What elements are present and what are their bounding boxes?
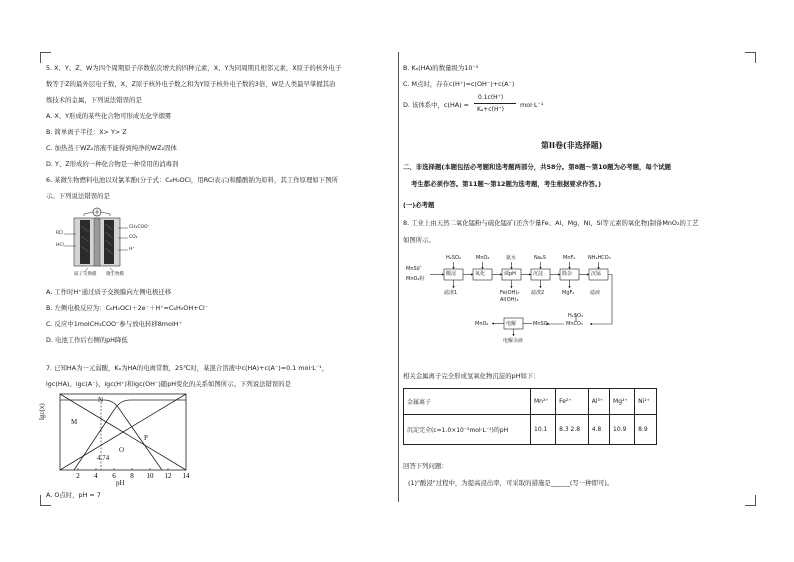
flow-input-mno2: MnO₂粉 [406,276,425,282]
q6-stem-line2: 示。下列说法错误的是 [46,192,110,200]
q7-chart-annotation: 4.74 [97,454,110,462]
flow-residue-filtrate: 滤液 [590,290,601,296]
svg-text:10: 10 [146,472,154,480]
flow-residue-mgf2: MgF₂ [562,290,575,296]
q7-option-d-prefix: D. 该体系中，c(HA) = [403,101,469,109]
table-header-ni: Ni²⁺ [635,389,657,415]
table-row-label: 沉淀完全(c=1.0×10⁻⁵mol·L⁻¹)的pH [404,415,531,445]
q7-option-c: C. M点时，存在c(H⁺)=c(OH⁻)+c(A⁻) [403,80,515,88]
flow-reagent-4: Na₂S [534,255,546,261]
q7-option-d-denominator: Kₐ+c(H⁺) [477,106,504,113]
flow-product-mno2: MnO₂ [475,321,489,327]
q6-option-c: C. 反应中1molCH₃COO⁻参与放电转移8molH⁺ [46,320,182,328]
svg-text:8: 8 [130,472,134,480]
flow-step-acid-leach: 酸浸 [446,271,457,277]
table-cell-mg: 10.9 [610,415,635,445]
q7-option-d-unit: mol·L⁻¹ [520,101,544,109]
q5-option-a: A. X、Y形成的某些化合物可形成光化学烟雾 [46,112,172,120]
flow-mnso4: MnSO₄ [533,321,550,327]
lgc-ph-chart [44,390,194,488]
fig-label-ch3coo: CH₃COO⁻ [129,225,150,230]
flow-reagent-5: MnF₂ [563,255,576,261]
q7-point-n: N [98,396,104,404]
fraction-bar [474,103,516,104]
q7-option-d-numerator: 0.1c(H⁺) [478,94,504,101]
q8-stem-line2: 如图所示。 [403,236,435,244]
q7-stem-line2: lgc(HA)、lgc(A⁻)、lgc(H⁺)和lgc(OH⁻)随pH变化的关系如图所示。下列说法错误的是 [46,380,292,388]
flow-step-oxidation: 氧化 [475,271,486,277]
q5-option-b: B. 简单离子半径：X> Y> Z [46,128,127,136]
svg-text:4: 4 [94,472,98,480]
flow-mnco3: MnCO₃ [566,321,583,327]
flow-step-purify: 除杂 [562,271,573,277]
corner-mark-top-left [40,52,51,63]
q7-chart-xlabel: pH [116,479,125,487]
q8-table-intro: 相关金属离子完全形成氢氧化物沉淀的pH如下： [403,372,540,380]
fig-label-co2: CO₂ [129,235,138,240]
section-title: 第II卷(非选择题) [541,141,603,150]
fig-label-hplus: H⁺ [129,247,135,252]
q7-point-p: P [144,434,148,442]
q7-stem-line1: 7. 已知HA为一元弱酸，Kₐ为HA的电离常数，25℃时，某混合溶液中c(HA)+c(A⁻)=0.1 mol·L⁻¹， [46,364,329,372]
fig-label-hcl: HCl [56,243,64,248]
q6-option-a: A. 工作时H⁺通过质子交换膜向左侧电极迁移 [46,288,172,296]
q5-stem-line3: 炼技术的金属，下列说法错误的是 [46,96,142,104]
flow-residue-aloh3: Al(OH)₃ [500,297,519,303]
q6-option-d: D. 电池工作后右侧的pH降低 [46,336,128,344]
q7-chart-ylabel: lgc(x) [38,403,46,420]
table-header-mn: Mn²⁺ [531,389,556,415]
section2-instructions-line2: 考生都必须作答。第11题～第12题为选考题，考生根据要求作答。) [411,180,602,188]
flow-residue-feoh3: Fe(OH)₃ [500,290,520,296]
flow-reagent-6: NH₄HCO₃ [588,255,611,261]
table-cell-al: 4.8 [588,415,609,445]
table-header-fe: Fe²⁺ [556,389,589,415]
svg-text:6: 6 [112,472,116,480]
q5-stem-line1: 5. X、Y、Z、W为四个周期原子序数依次增大的四种元素，X、Y为同周期且相邻元素，X原子的核外电子 [46,64,342,72]
flow-step-mn-precip: 沉锰 [591,271,602,277]
q7-point-o: O [119,446,125,454]
corner-mark-bottom-right [745,495,756,506]
table-header-ion: 金属离子 [404,389,531,415]
q8-subquestion-1: (1)"酸浸"过程中，为提高浸出率，可采取的措施是______(写一种即可)。 [408,479,614,487]
flow-spent-electrolyte: 电解余液 [503,338,524,344]
table-header-al: Al³⁺ [588,389,609,415]
required-section-label: (一)必考题 [403,201,435,209]
q6-stem-line1: 6. 某微生物燃料电池以对氯苯酚(分子式：C₆H₅OCl，用RCl表示)和醋酸钠为原料，其工作原理如下图所 [46,176,338,184]
q7-option-a: A. O点时，pH = 7 [46,491,101,499]
precipitation-ph-table [403,388,657,445]
svg-text:14: 14 [182,472,190,480]
column-divider [398,52,399,502]
flow-residue-2: 滤渣2 [531,290,545,296]
q5-option-d: D. Y、Z形成的一种化合物是一种常用的消毒剂 [46,160,179,168]
svg-text:12: 12 [164,472,172,480]
q8-stem-line1: 8. 工业上由天然二氧化锰粉与硫化锰矿(还含少量Fe、Al、Mg、Ni、Si等元素的氧化物)制备MnO₂的工艺 [403,219,699,227]
flow-residue-1: 滤渣1 [444,290,458,296]
corner-mark-top-right [745,52,756,63]
flow-reagent-2: MnO₂ [476,255,490,261]
q6-option-b: B. 左侧电极反应为：C₆H₅OCl＋2e⁻＋H⁺=C₆H₅OH+Cl⁻ [46,304,209,312]
q7-option-b: B. Kₐ(HA)的数量级为10⁻⁵ [403,64,479,72]
q7-point-m: M [71,418,78,426]
q5-stem-line2: 数等于Z的最外层电子数，X、Z原子核外电子数之和为Y原子核外电子数的3倍，W是人类最早掌握其冶 [46,80,336,88]
fuel-cell-diagram [54,206,140,278]
fig-label-bacteria: 微生物膜 [106,272,124,277]
flow-step-adjust-ph: 调pH [504,271,516,277]
flow-input-mns: MnS矿 [406,266,422,272]
table-cell-fe: 8.3 2.8 [556,415,589,445]
flow-h2so4-2: H₂SO₄ [568,313,583,319]
table-cell-mn: 10.1 [531,415,556,445]
q5-option-c: C. 加热蒸干WZ₂溶液不能得到纯净的WZ₂固体 [46,144,177,152]
fig-label-membrane: 质子交换膜 [74,272,97,277]
q8-answer-intro: 回答下列问题： [403,462,448,470]
table-cell-ni: 8.9 [635,415,657,445]
flow-step-precipitation: 沉淀 [533,271,544,277]
table-header-mg: Mg²⁺ [610,389,635,415]
flow-step-electrolysis: 电解 [506,321,517,327]
fig-label-rcl: RCl [56,231,64,236]
flow-reagent-1: H₂SO₄ [446,255,461,261]
svg-text:2: 2 [76,472,80,480]
section2-instructions-line1: 二、非选择题(本题包括必考题和选考题两部分，共58分。第8题～第10题为必考题，每个试题 [403,163,671,171]
flow-reagent-3: 氨水 [506,255,517,261]
